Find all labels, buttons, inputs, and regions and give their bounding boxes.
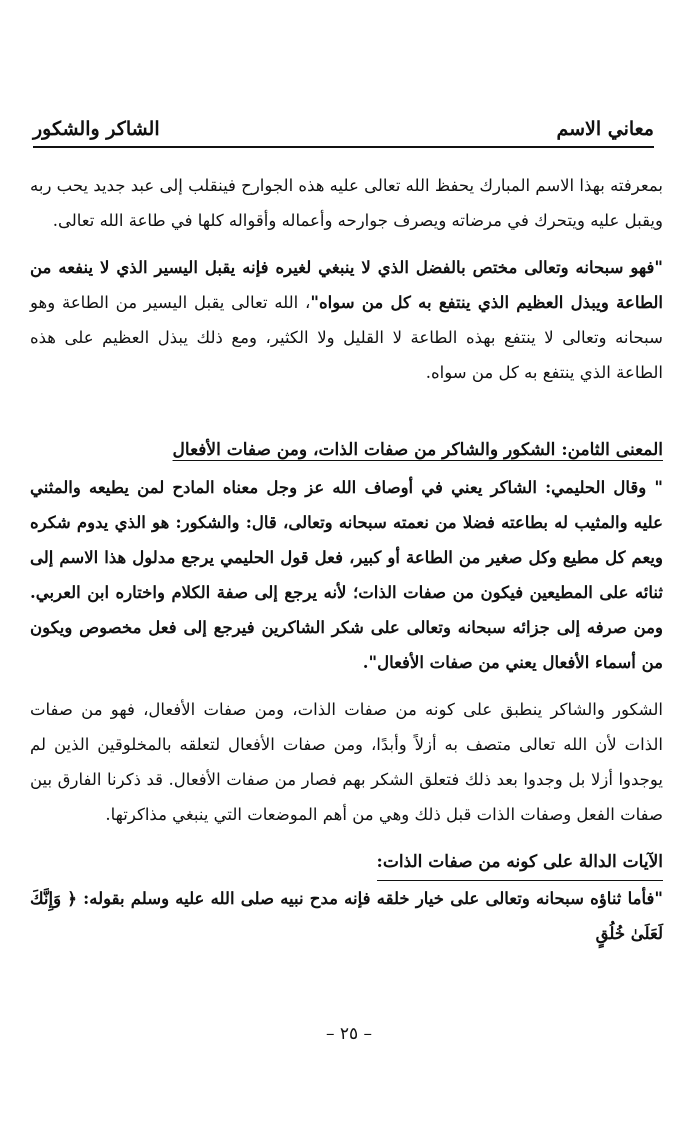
page-number: – ٢٥ – — [325, 1024, 373, 1044]
paragraph-1: بمعرفته بهذا الاسم المبارك يحفظ الله تعالى عليه هذه الجوارح فينقلب إلى عبد جديد يحب ربه ويقبل عليه ويتحرك في مرضاته ويصرف جوارحه وأعماله وأقواله كلها في طاعة الله تعالى. — [30, 176, 663, 230]
header-section-title: الشاكر والشكور — [33, 118, 160, 140]
running-header — [33, 110, 654, 148]
header-chapter-title: معاني الاسم — [556, 118, 654, 140]
paragraph-3: " وقال الحليمي: الشاكر يعني في أوصاف الله عز وجل معناه المادح لمن يطيعه والمثني عليه والمثيب له بطاعته فضلا من نعمته سبحانه وتعالى، قال: والشكور: هو الذي يدوم شكره ويعم كل مطيع وكل صغير من الطاعة أو كبير، فعل قول الحليمي يرجع مدلول هذا الاسم إلى ثنائه على المطيعين فيكون من صفات الذات؛ لأنه يرجع إلى صفة الكلام واختاره ابن العربي. ومن صرفه إلى جزائه سبحانه وتعالى على شكر الشاكرين فيرجع إلى فعل مخصوص ويكون من أسماء الأفعال يعني من صفات الأفعال". — [30, 478, 663, 672]
quote-bold: "فهو سبحانه وتعالى مختص بالفضل الذي لا ينبغي لغيره فإنه يقبل اليسير الذي لا ينفعه من الطاعة ويبذل العظيم الذي ينتفع به كل من سواه" — [30, 258, 663, 312]
paragraph-5: "فأما ثناؤه سبحانه وتعالى على خيار خلقه فإنه مدح نبيه صلى الله عليه وسلم بقوله: ﴿ وَإِنَّكَ لَعَلَىٰ خُلُقٍ — [30, 889, 663, 943]
paragraph-2 — [30, 250, 663, 390]
paragraph-4: الشكور والشاكر ينطبق على كونه من صفات الذات، ومن صفات الأفعال، فهو من صفات الذات لأن الله تعالى متصف به أزلاً وأبدًا، ومن صفات الأفعال لتعلقه بالمخلوقين الذين لم يوجدوا أزلا بل وجدوا بعد ذلك فتعلق الشكر بهم فصار من صفات الأفعال. قد ذكرنا الفارق بين صفات الفعل وصفات الذات قبل ذلك وهي من أهم الموضعات التي ينبغي مذاكرتها. — [30, 700, 663, 824]
paragraph-2-rest: ، الله تعالى يقبل اليسير من الطاعة وهو سبحانه وتعالى لا ينتفع بهذه الطاعة لا القليل ولا الكثير، ومع ذلك يبذل العظيم على هذه الطاعة الذي ينتفع به كل من سواه. — [30, 293, 663, 382]
page-body — [30, 168, 663, 951]
section-heading-1: المعنى الثامن: الشكور والشاكر من صفات الذات، ومن صفات الأفعال — [172, 440, 663, 460]
section-heading-2: الآيات الدالة على كونه من صفات الذات: — [377, 844, 663, 881]
